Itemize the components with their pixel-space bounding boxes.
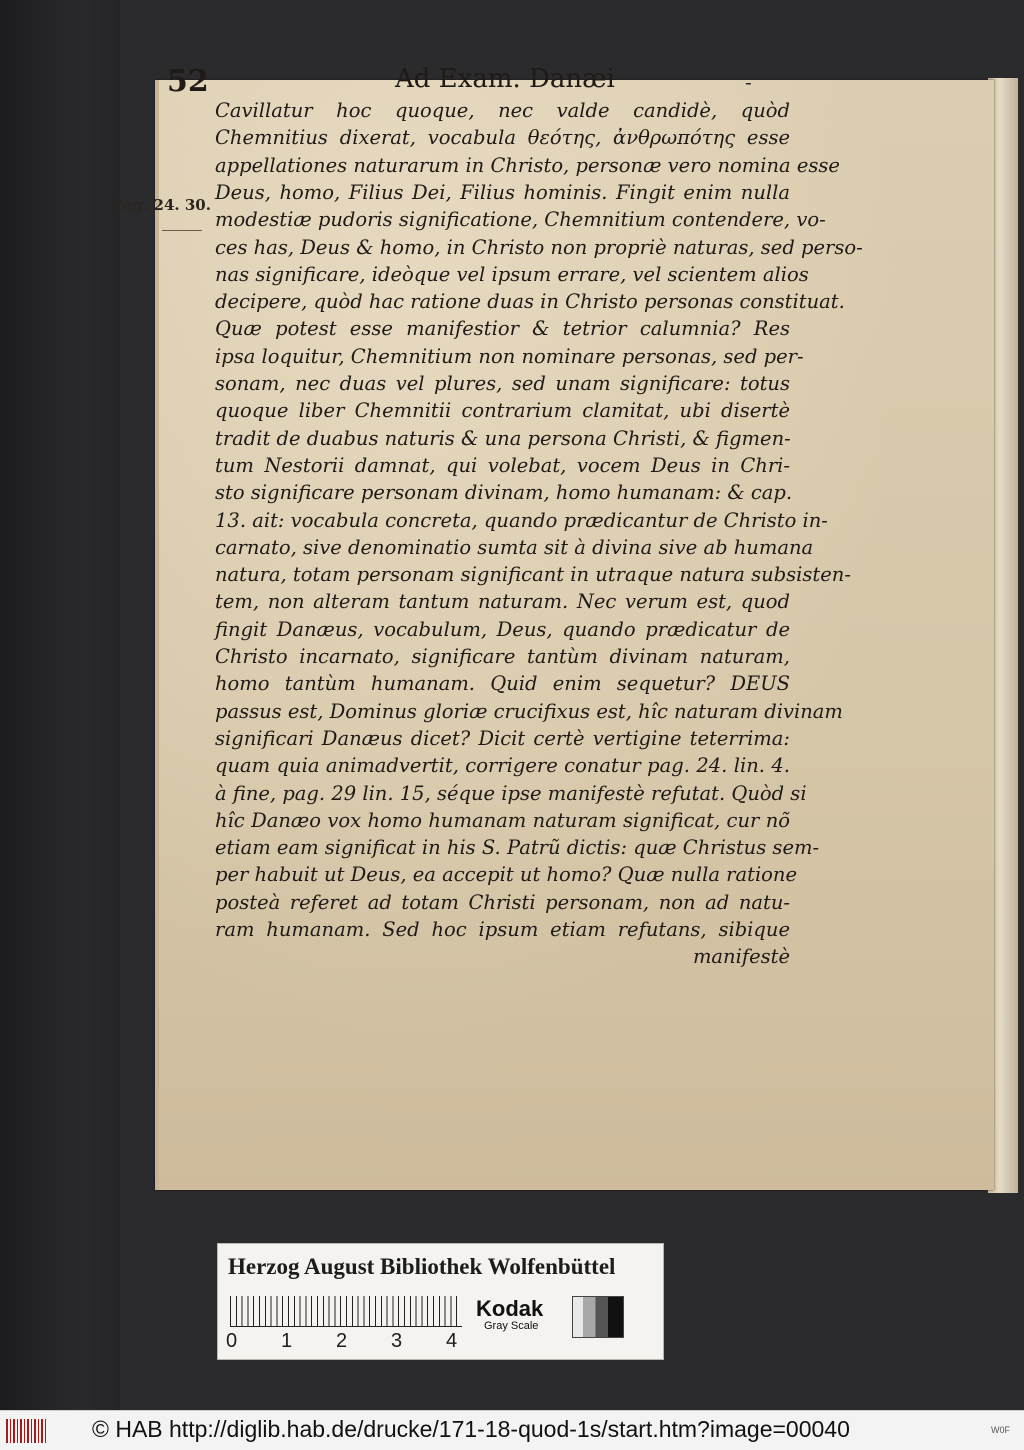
running-title: Ad Exam. Danæi [395, 64, 615, 94]
text-line: manifestè [692, 945, 790, 969]
text-line: quam quia animadvertit, corrigere conatur pag. 24. lin. 4. [215, 754, 790, 778]
library-name: Herzog August Bibliothek Wolfenbüttel [228, 1254, 616, 1279]
scale-ruler [230, 1296, 462, 1326]
text-line: ram humanam. Sed hoc ipsum etiam refutans, sibique [215, 918, 790, 941]
ruler-number: 0 [226, 1330, 238, 1352]
margin-reference: Pag. 24. 30. [112, 196, 211, 214]
hab-logo-icon [6, 1419, 46, 1443]
text-line: carnato, sive denominatio sumta sit à divina sive ab humana [215, 535, 814, 559]
text-line: natura, totam personam significant in utraque natura subsisten- [215, 563, 851, 587]
text-line: Deus, homo, Filius Dei, Filius hominis. Fingit enim nulla [215, 180, 790, 204]
text-line: hîc Danæo vox homo humanam naturam significat, cur nõ [215, 808, 790, 832]
ruler-number: 4 [446, 1330, 458, 1352]
text-line: tradit de duabus naturis & una persona Christi, & figmen- [215, 426, 791, 450]
ruler-number: 1 [281, 1330, 293, 1352]
page-number: 52 [167, 64, 209, 99]
text-line: Quæ potest esse manifestior & tetrior calumnia? Res [215, 317, 790, 341]
text-line: Christo incarnato, significare tantùm divinam naturam, [215, 645, 790, 668]
text-line: etiam eam significat in his S. Patrũ dictis: quæ Christus sem- [215, 836, 820, 860]
footer-bar [0, 1410, 1024, 1450]
text-line: nas significare, ideòque vel ipsum errare, vel scientem alios [215, 262, 809, 286]
text-line: ces has, Deus & homo, in Christo non propriè naturas, sed perso- [215, 235, 863, 259]
kodak-label: Kodak [476, 1296, 544, 1321]
text-line: decipere, quòd hac ratione duas in Christo personas constituat. [215, 290, 845, 314]
header-dash: - [745, 70, 752, 94]
text-line: sonam, nec duas vel plures, sed unam significare: totus [215, 372, 790, 395]
text-line: fingit Danæus, vocabulum, Deus, quando prædicatur de [215, 617, 790, 641]
text-line: per habuit ut Deus, ea accepit ut homo? Quæ nulla ratione [215, 863, 798, 887]
text-line: quoque liber Chemnitii contrarium clamitat, ubi disertè [215, 399, 790, 423]
text-line: tem, non alteram tantum naturam. Nec verum est, quod [215, 590, 790, 614]
text-line: Chemnitius dixerat, vocabula θεότης, ἀνθρωπότης esse [215, 126, 790, 150]
ruler-ticks [230, 1296, 462, 1327]
text-line: appellationes naturarum in Christo, personæ vero nomina esse [215, 153, 840, 177]
book-spine-shadow [0, 0, 120, 1410]
ruler-number: 2 [336, 1330, 348, 1352]
gray-scale-label: Gray Scale [484, 1320, 539, 1332]
margin-rule [162, 230, 202, 231]
text-line: ipsa loquitur, Chemnitium non nominare personas, sed per- [215, 344, 804, 368]
library-stamp-card [217, 1243, 664, 1360]
text-line: passus est, Dominus gloriæ crucifixus est, hîc naturam divinam [215, 699, 843, 723]
ruler-number: 3 [391, 1330, 403, 1352]
text-line: Cavillatur hoc quoque, nec valde candidè, quòd [215, 99, 790, 122]
text-line: significari Danæus dicet? Dicit certè vertigine teterrima: [215, 726, 790, 750]
text-line: posteà referet ad totam Christi personam, non ad natu- [215, 890, 790, 914]
copyright-url[interactable]: © HAB http://diglib.hab.de/drucke/171-18-quod-1s/start.htm?image=00040 [92, 1416, 850, 1442]
text-line: à fine, pag. 29 lin. 15, séque ipse manifestè refutat. Quòd si [215, 781, 807, 805]
footer-mark: W0F [991, 1425, 1010, 1435]
gray-scale-patch [572, 1296, 624, 1338]
text-line: sto significare personam divinam, homo humanam: & cap. [215, 481, 793, 505]
text-line: 13. ait: vocabula concreta, quando prædicantur de Christo in- [215, 508, 828, 532]
text-line: tum Nestorii damnat, qui volebat, vocem Deus in Chri- [215, 453, 790, 477]
text-line: modestiæ pudoris significatione, Chemnitium contendere, vo- [215, 208, 826, 232]
text-line: homo tantùm humanam. Quid enim sequetur? DEUS [215, 672, 790, 696]
